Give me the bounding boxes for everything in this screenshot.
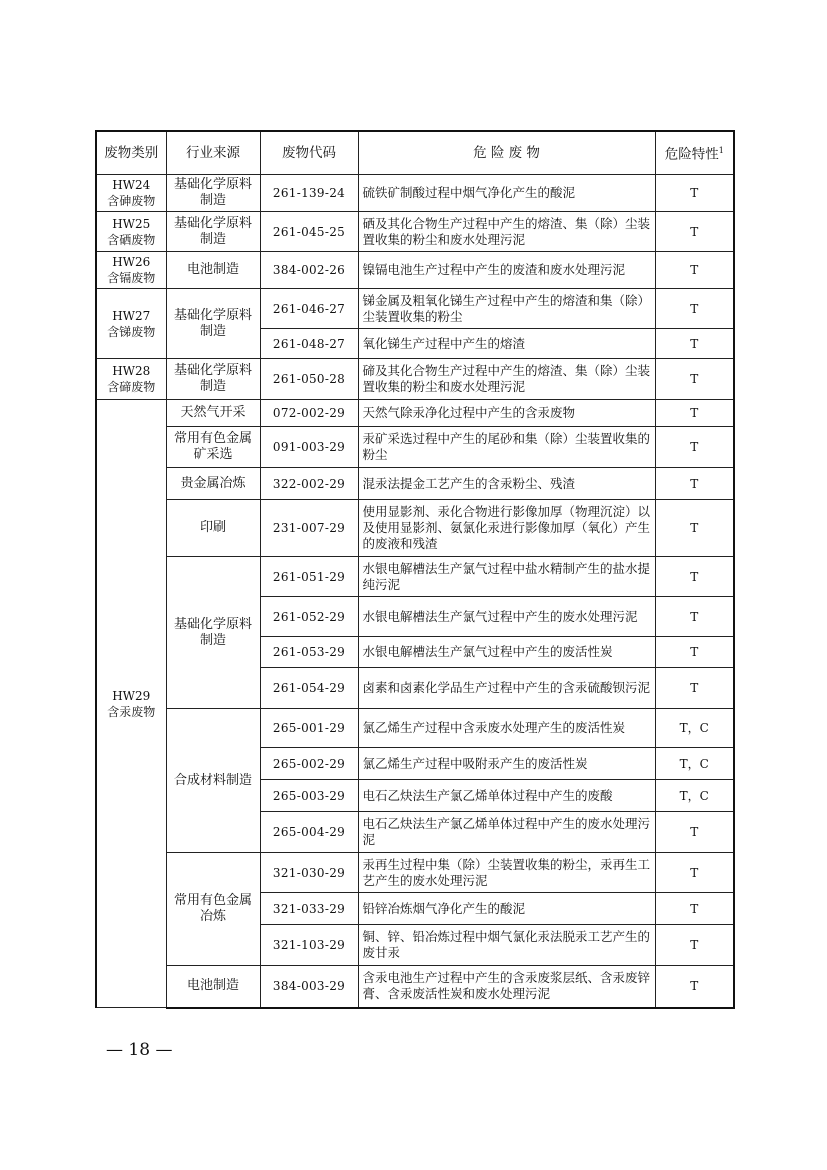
hazardous-waste-table [95, 130, 735, 1009]
trait-cell: T [655, 925, 734, 966]
code-cell: 265-002-29 [260, 748, 358, 780]
trait-cell: T [655, 359, 734, 400]
code-cell: 091-003-29 [260, 427, 358, 468]
waste-cell: 电石乙炔法生产氯乙烯单体过程中产生的废水处理污泥 [358, 812, 655, 853]
trait-cell: T [655, 853, 734, 893]
code-cell: 231-007-29 [260, 500, 358, 557]
table-row [96, 359, 734, 400]
header-waste: 危 险 废 物 [358, 131, 655, 175]
source-cell: 常用有色金属矿采选 [166, 427, 260, 468]
trait-cell: T [655, 329, 734, 359]
trait-cell: T [655, 637, 734, 668]
trait-cell: T [655, 289, 734, 329]
code-cell: 384-003-29 [260, 966, 358, 1008]
table-row [96, 709, 734, 748]
source-cell: 天然气开采 [166, 400, 260, 427]
trait-cell: T，C [655, 780, 734, 812]
waste-cell: 天然气除汞净化过程中产生的含汞废物 [358, 400, 655, 427]
waste-cell: 水银电解槽法生产氯气过程中盐水精制产生的盐水提纯污泥 [358, 557, 655, 597]
code-cell: 321-030-29 [260, 853, 358, 893]
waste-cell: 铜、锌、铅冶炼过程中烟气氯化汞法脱汞工艺产生的废甘汞 [358, 925, 655, 966]
table-header-row [96, 131, 734, 175]
trait-cell: T [655, 966, 734, 1008]
trait-cell: T [655, 468, 734, 500]
waste-cell: 镍镉电池生产过程中产生的废渣和废水处理污泥 [358, 252, 655, 289]
trait-cell: T [655, 212, 734, 252]
category-cell: HW25 含硒废物 [96, 212, 166, 252]
code-cell: 261-139-24 [260, 175, 358, 212]
waste-cell: 汞再生过程中集（除）尘装置收集的粉尘，汞再生工艺产生的废水处理污泥 [358, 853, 655, 893]
waste-cell: 氯乙烯生产过程中吸附汞产生的废活性炭 [358, 748, 655, 780]
waste-cell: 硫铁矿制酸过程中烟气净化产生的酸泥 [358, 175, 655, 212]
category-cell: HW28 含碲废物 [96, 359, 166, 400]
table-row [96, 252, 734, 289]
table-row [96, 966, 734, 1008]
trait-cell: T [655, 597, 734, 637]
trait-cell: T，C [655, 748, 734, 780]
trait-cell: T [655, 668, 734, 709]
code-cell: 265-001-29 [260, 709, 358, 748]
waste-cell: 氧化锑生产过程中产生的熔渣 [358, 329, 655, 359]
code-cell: 261-045-25 [260, 212, 358, 252]
category-cell: HW26 含镉废物 [96, 252, 166, 289]
waste-cell: 氯乙烯生产过程中含汞废水处理产生的废活性炭 [358, 709, 655, 748]
header-category: 废物类别 [96, 131, 166, 175]
waste-cell: 水银电解槽法生产氯气过程中产生的废水处理污泥 [358, 597, 655, 637]
waste-cell: 碲及其化合物生产过程中产生的熔渣、集（除）尘装置收集的粉尘和废水处理污泥 [358, 359, 655, 400]
trait-cell: T [655, 500, 734, 557]
source-cell: 基础化学原料制造 [166, 557, 260, 709]
waste-cell: 水银电解槽法生产氯气过程中产生的废活性炭 [358, 637, 655, 668]
code-cell: 384-002-26 [260, 252, 358, 289]
source-cell: 电池制造 [166, 252, 260, 289]
code-cell: 322-002-29 [260, 468, 358, 500]
code-cell: 265-003-29 [260, 780, 358, 812]
category-cell: HW29 含汞废物 [96, 400, 166, 1008]
waste-cell: 锑金属及粗氧化锑生产过程中产生的熔渣和集（除）尘装置收集的粉尘 [358, 289, 655, 329]
waste-cell: 混汞法提金工艺产生的含汞粉尘、残渣 [358, 468, 655, 500]
waste-cell: 硒及其化合物生产过程中产生的熔渣、集（除）尘装置收集的粉尘和废水处理污泥 [358, 212, 655, 252]
source-cell: 基础化学原料制造 [166, 175, 260, 212]
page-number: — 18 — [106, 1040, 173, 1060]
code-cell: 261-052-29 [260, 597, 358, 637]
table-row [96, 468, 734, 500]
header-source: 行业来源 [166, 131, 260, 175]
source-cell: 常用有色金属冶炼 [166, 853, 260, 966]
trait-cell: T [655, 400, 734, 427]
header-trait [655, 131, 734, 175]
table-row [96, 289, 734, 329]
trait-cell: T [655, 557, 734, 597]
trait-cell: T [655, 252, 734, 289]
table-row [96, 175, 734, 212]
header-code: 废物代码 [260, 131, 358, 175]
trait-cell: T [655, 812, 734, 853]
trait-cell: T，C [655, 709, 734, 748]
header-trait-note: 1 [718, 146, 724, 156]
table-row [96, 557, 734, 597]
table-row [96, 400, 734, 427]
source-cell: 贵金属冶炼 [166, 468, 260, 500]
waste-cell: 使用显影剂、汞化合物进行影像加厚（物理沉淀）以及使用显影剂、氨氯化汞进行影像加厚（氧化）产生的废液和残渣 [358, 500, 655, 557]
code-cell: 261-048-27 [260, 329, 358, 359]
trait-cell: T [655, 427, 734, 468]
source-cell: 电池制造 [166, 966, 260, 1008]
waste-cell: 卤素和卤素化学品生产过程中产生的含汞硫酸钡污泥 [358, 668, 655, 709]
trait-cell: T [655, 175, 734, 212]
code-cell: 261-054-29 [260, 668, 358, 709]
waste-cell: 汞矿采选过程中产生的尾砂和集（除）尘装置收集的粉尘 [358, 427, 655, 468]
code-cell: 261-051-29 [260, 557, 358, 597]
code-cell: 261-050-28 [260, 359, 358, 400]
code-cell: 261-053-29 [260, 637, 358, 668]
source-cell: 合成材料制造 [166, 709, 260, 853]
source-cell: 基础化学原料制造 [166, 289, 260, 359]
code-cell: 261-046-27 [260, 289, 358, 329]
source-cell: 基础化学原料制造 [166, 212, 260, 252]
waste-cell: 电石乙炔法生产氯乙烯单体过程中产生的废酸 [358, 780, 655, 812]
category-cell: HW27 含锑废物 [96, 289, 166, 359]
waste-cell: 铅锌冶炼烟气净化产生的酸泥 [358, 893, 655, 925]
table-row [96, 853, 734, 893]
code-cell: 321-033-29 [260, 893, 358, 925]
header-trait-label: 危险特性 [664, 146, 719, 163]
source-cell: 基础化学原料制造 [166, 359, 260, 400]
category-cell: HW24 含砷废物 [96, 175, 166, 212]
source-cell: 印刷 [166, 500, 260, 557]
waste-cell: 含汞电池生产过程中产生的含汞废浆层纸、含汞废锌膏、含汞废活性炭和废水处理污泥 [358, 966, 655, 1008]
code-cell: 072-002-29 [260, 400, 358, 427]
table-row [96, 212, 734, 252]
code-cell: 321-103-29 [260, 925, 358, 966]
code-cell: 265-004-29 [260, 812, 358, 853]
table-row [96, 500, 734, 557]
table-row [96, 427, 734, 468]
trait-cell: T [655, 893, 734, 925]
